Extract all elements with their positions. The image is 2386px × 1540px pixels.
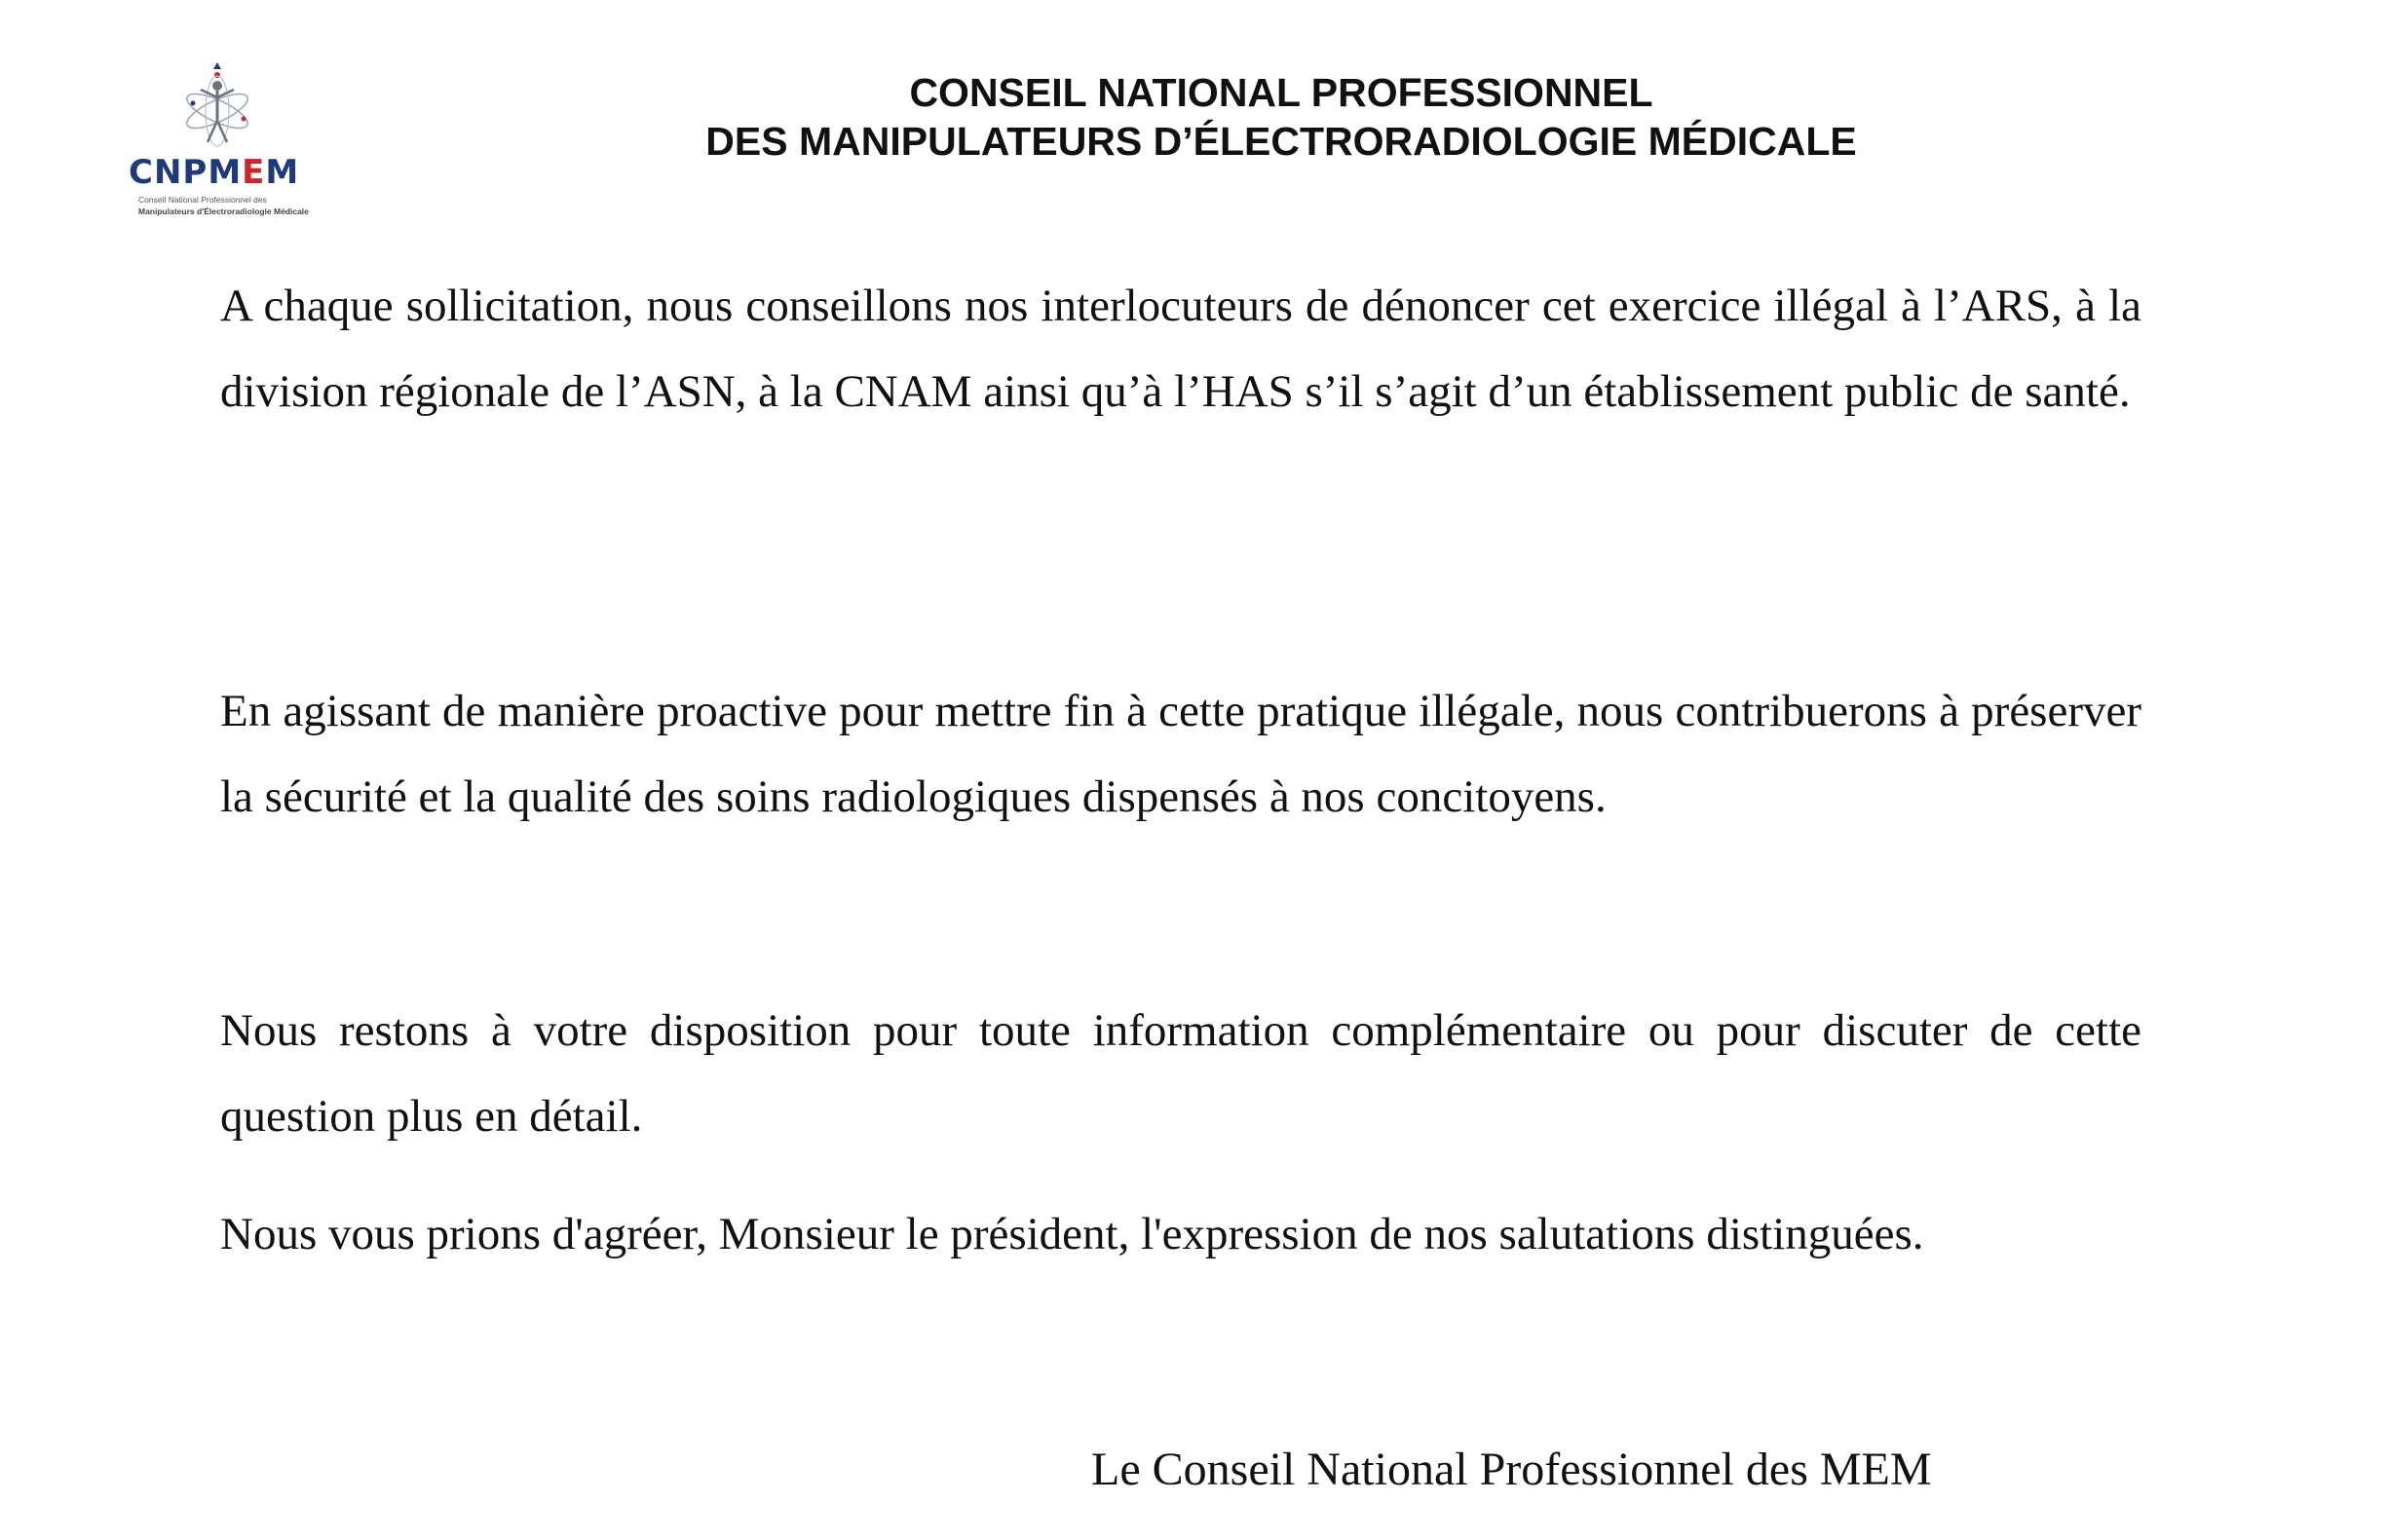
logo-subtitle-line2: Manipulateurs d'Électroradiologie Médicale [138,207,309,216]
paragraph-reporting: A chaque sollicitation, nous conseillons nos interlocuteurs de dénoncer cet exercice illégal à l’ARS, à la division régionale de l’ASN, à la CNAM ainsi qu’à l’HAS s’il s’agit d’un établissement public de santé. [220,281,2141,417]
paragraph-availability: Nous restons à votre disposition pour toute information complémentaire ou pour discuter de cette question plus en détail. [220,1005,2141,1142]
letterhead-line-1: CONSEIL NATIONAL PROFESSIONNEL [909,70,1653,115]
letterhead-title [585,68,1978,166]
logo-wordmark: CNPMEM [129,153,300,192]
logo-subtitle-line1: Conseil National Professionnel des [138,195,267,205]
letterhead-line-2: DES MANIPULATEURS D’ÉLECTRORADIOLOGIE MÉDICALE [705,119,1857,164]
paragraph-closing: Nous vous prions d'agréer, Monsieur le président, l'expression de nos salutations distinguées. [220,1209,1924,1259]
atom-figure-icon [173,60,261,158]
paragraph-proactive: En agissant de manière proactive pour mettre fin à cette pratique illégale, nous contribuerons à préserver la sécurité et la qualité des soins radiologiques dispensés à nos concitoyens. [220,686,2141,822]
signature: Le Conseil National Professionnel des MEM [1091,1444,1932,1495]
cnpmem-logo [125,60,320,226]
